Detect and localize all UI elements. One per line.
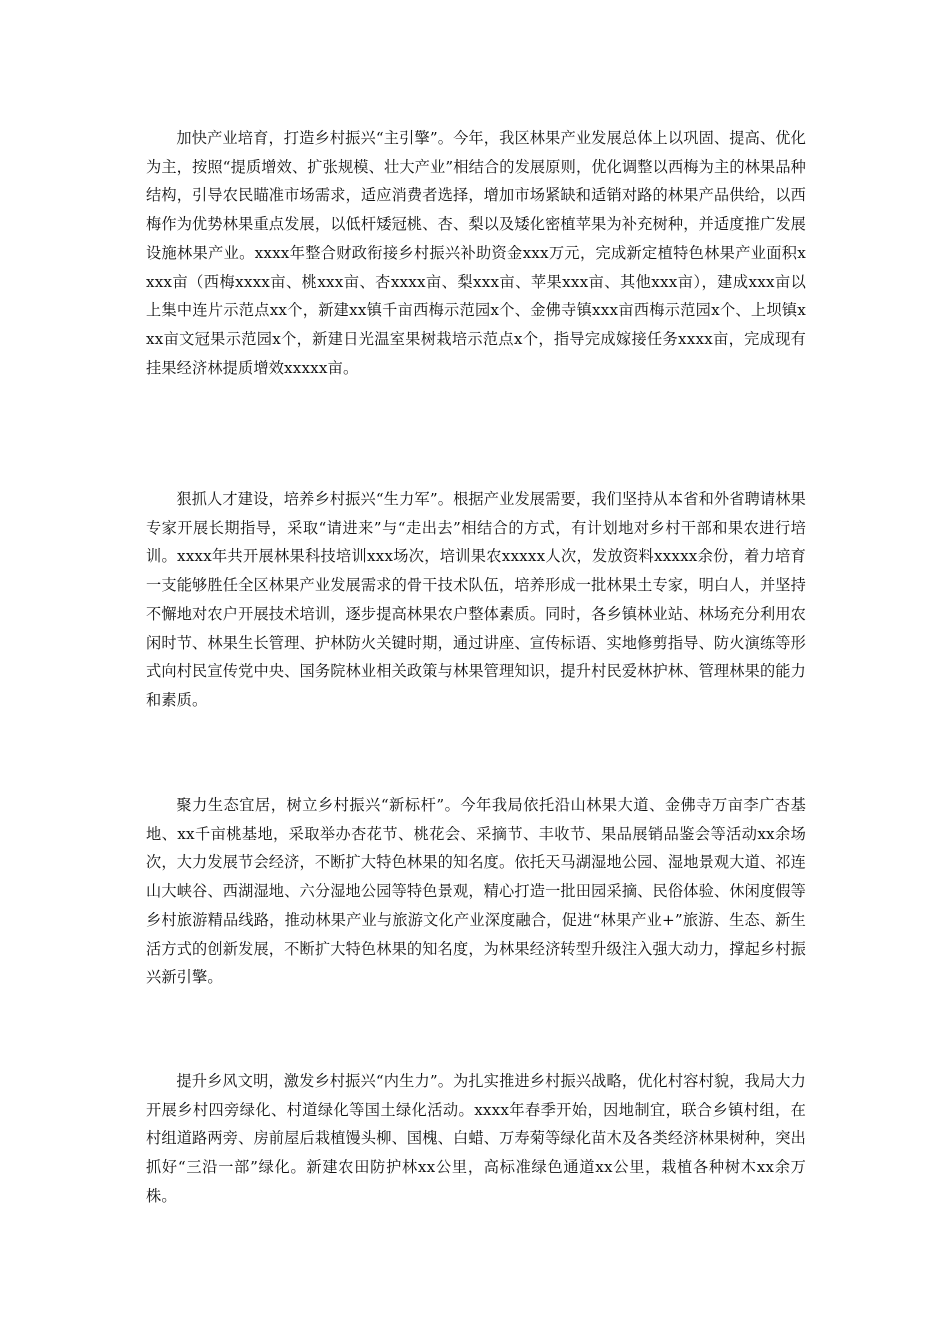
paragraph-talent-building: 狠抓人才建设，培养乡村振兴“生力军”。根据产业发展需要，我们坚持从本省和外省聘请林果专家开展长期指导，采取“请进来”与“走出去”相结合的方式，有计划地对乡村干部和果农进行培训。xxxx年共开展林果科技培训xxx场次，培训果农xxxxx人次，发放资料xxxxx余份，着力培育一支能够胜任全区林果产业发展需求的骨干技术队伍，培养形成一批林果土专家，明白人，并坚持不懈地对农户开展技术培训，逐步提高林果农户整体素质。同时，各乡镇林业站、林场充分利用农闲时节、林果生长管理、护林防火关键时期，通过讲座、宣传标语、实地修剪指导、防火演练等形式向村民宣传党中央、国务院林业相关政策与林果管理知识，提升村民爱林护林、管理林果的能力和素质。 bbox=[146, 490, 806, 709]
paragraph-ecological-livability: 聚力生态宜居，树立乡村振兴“新标杆”。今年我局依托沿山林果大道、金佛寺万亩李广杏基地、xx千亩桃基地，采取举办杏花节、桃花会、采摘节、丰收节、果品展销品鉴会等活动xx余场次，大力发展节会经济，不断扩大特色林果的知名度。依托天马湖湿地公园、湿地景观大道、祁连山大峡谷、西湖湿地、六分湿地公园等特色景观，精心打造一批田园采摘、民俗体验、休闲度假等乡村旅游精品线路，推动林果产业与旅游文化产业深度融合，促进“林果产业+”旅游、生态、新生活方式的创新发展，不断扩大特色林果的知名度，为林果经济转型升级注入强大动力，撑起乡村振兴新引擎。 bbox=[146, 796, 806, 987]
paragraph-industry-cultivation: 加快产业培育，打造乡村振兴“主引擎”。今年，我区林果产业发展总体上以巩固、提高、优化为主，按照“提质增效、扩张规模、壮大产业”相结合的发展原则，优化调整以西梅为主的林果品种结构，引导农民瞄准市场需求，适应消费者选择，增加市场紧缺和适销对路的林果产品供给，以西梅作为优势林果重点发展，以低杆矮冠桃、杏、梨以及矮化密植苹果为补充树种，并适度推广发展设施林果产业。xxxx年整合财政衔接乡村振兴补助资金xxx万元，完成新定植特色林果产业面积xxxx亩（西梅xxxx亩、桃xxx亩、杏xxxx亩、梨xxx亩、苹果xxx亩、其他xxx亩），建成xxx亩以上集中连片示范点xx个，新建xx镇千亩西梅示范园x个、金佛寺镇xxx亩西梅示范园x个、上坝镇xxx亩文冠果示范园x个，新建日光温室果树栽培示范点x个，指导完成嫁接任务xxxx亩，完成现有挂果经济林提质增效xxxxx亩。 bbox=[146, 129, 807, 377]
paragraph-rural-civilization: 提升乡风文明，激发乡村振兴“内生力”。为扎实推进乡村振兴战略，优化村容村貌，我局大力开展乡村四旁绿化、村道绿化等国土绿化活动。xxxx年春季开始，因地制宜，联合乡镇村组，在村组道路两旁、房前屋后栽植馒头柳、国槐、白蜡、万寿菊等绿化苗木及各类经济林果树种，突出抓好“三沿一部”绿化。新建农田防护林xx公里，高标准绿色通道xx公里，栽植各种树木xx余万株。 bbox=[146, 1072, 806, 1205]
